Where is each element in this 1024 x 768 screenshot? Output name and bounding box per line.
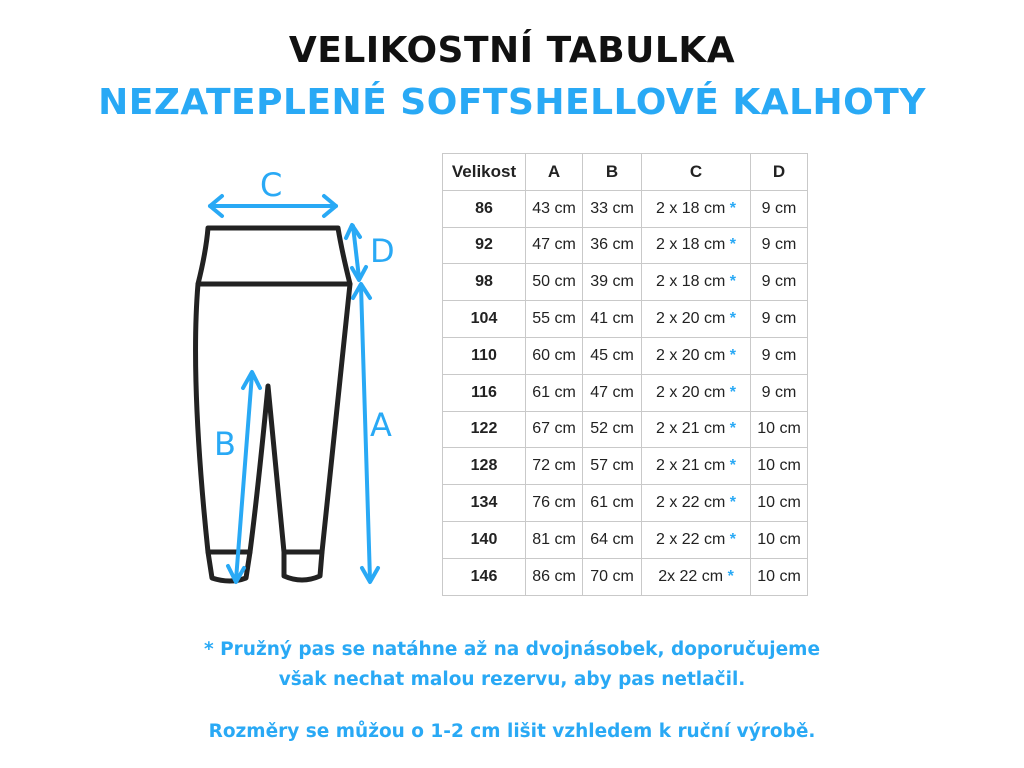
handmade-tolerance-note: Rozměry se můžou o 1-2 cm lišit vzhledem k ruční výrobě.	[208, 721, 816, 742]
size-cell-value: 122	[470, 420, 498, 438]
measure-a-cell-value: 55 cm	[532, 310, 576, 328]
size-cell	[443, 374, 526, 411]
measure-a-cell-value: 86 cm	[532, 567, 576, 585]
size-cell-value: 104	[470, 310, 498, 328]
legs-outline	[196, 284, 350, 552]
label-b: B	[214, 425, 236, 463]
size-cell-value: 92	[475, 236, 493, 254]
measure-d-cell-value: 10 cm	[757, 530, 801, 548]
size-cell	[443, 190, 526, 227]
measure-c-cell-value: 2x 22 cm	[658, 567, 724, 585]
measure-a-cell-value: 60 cm	[532, 346, 576, 364]
measure-d-cell	[751, 337, 808, 374]
size-cell	[443, 337, 526, 374]
measure-b-cell-value: 36 cm	[590, 236, 634, 254]
measure-b-cell-value: 52 cm	[590, 420, 634, 438]
measure-a-cell-value: 67 cm	[532, 420, 576, 438]
asterisk-icon: *	[729, 199, 737, 217]
measure-b-cell-value: 41 cm	[590, 310, 634, 328]
measure-b-cell-value: 61 cm	[590, 494, 634, 512]
measure-c-cell	[642, 301, 751, 338]
asterisk-icon: *	[729, 457, 737, 475]
measurement-arrows	[210, 196, 378, 582]
measure-a-cell	[526, 411, 583, 448]
measure-c-cell	[642, 337, 751, 374]
measure-d-cell-value: 9 cm	[761, 310, 797, 328]
measure-d-cell	[751, 485, 808, 522]
elastic-waist-note	[0, 635, 1024, 695]
measure-d-cell-value: 9 cm	[761, 236, 797, 254]
measure-d-cell-value: 10 cm	[757, 567, 801, 585]
measure-b-cell	[583, 521, 642, 558]
measure-b-cell-value: 47 cm	[590, 383, 634, 401]
measure-c-cell-value: 2 x 21 cm	[655, 420, 726, 438]
header-a: A	[526, 154, 583, 191]
measure-a-cell	[526, 448, 583, 485]
measure-b-cell	[583, 448, 642, 485]
table-row	[443, 374, 808, 411]
measure-c-cell	[642, 485, 751, 522]
table-row	[443, 264, 808, 301]
note-line-1: * Pružný pas se natáhne až na dvojnásobek, doporučujeme	[203, 639, 821, 660]
size-cell-value: 134	[470, 494, 498, 512]
measure-b-cell	[583, 227, 642, 264]
measure-d-cell	[751, 301, 808, 338]
measure-a-cell	[526, 301, 583, 338]
note-line-2: však nechat malou rezervu, aby pas netlačil.	[278, 669, 746, 690]
label-d: D	[370, 232, 395, 270]
measure-d-cell-value: 9 cm	[761, 383, 797, 401]
measure-c-cell-value: 2 x 18 cm	[655, 236, 726, 254]
label-a: A	[370, 406, 392, 444]
table-row	[443, 227, 808, 264]
measure-d-cell	[751, 190, 808, 227]
measure-c-cell-value: 2 x 18 cm	[655, 273, 726, 291]
measure-c-cell	[642, 448, 751, 485]
size-cell-value: 98	[475, 273, 493, 291]
measure-a-cell-value: 81 cm	[532, 530, 576, 548]
measure-b-cell-value: 64 cm	[590, 530, 634, 548]
size-cell	[443, 448, 526, 485]
measure-b-cell	[583, 558, 642, 595]
table-row	[443, 448, 808, 485]
size-cell-value: 116	[471, 383, 497, 401]
measure-d-cell-value: 10 cm	[757, 457, 801, 475]
measure-d-cell-value: 10 cm	[757, 420, 801, 438]
table-row	[443, 485, 808, 522]
measure-a-cell-value: 50 cm	[532, 273, 576, 291]
asterisk-icon: *	[729, 383, 737, 401]
measure-d-cell	[751, 374, 808, 411]
measure-b-cell-value: 39 cm	[590, 273, 634, 291]
measure-c-cell-value: 2 x 21 cm	[655, 457, 726, 475]
measure-d-cell	[751, 227, 808, 264]
header-b: B	[583, 154, 642, 191]
measure-b-cell-value: 57 cm	[590, 457, 634, 475]
measure-c-cell	[642, 521, 751, 558]
measure-a-cell-value: 76 cm	[532, 494, 576, 512]
right-cuff-outline	[284, 552, 322, 580]
measure-c-cell-value: 2 x 20 cm	[655, 383, 726, 401]
table-row	[443, 521, 808, 558]
asterisk-icon: *	[729, 273, 737, 291]
measure-b-cell	[583, 264, 642, 301]
waistband-outline	[198, 228, 350, 284]
measure-d-cell-value: 9 cm	[761, 273, 797, 291]
measure-b-cell	[583, 301, 642, 338]
measure-b-cell	[583, 190, 642, 227]
table-row	[443, 337, 808, 374]
measure-c-cell-value: 2 x 22 cm	[655, 494, 726, 512]
header-size: Velikost	[443, 154, 526, 191]
measure-b-cell	[583, 337, 642, 374]
table-row	[443, 411, 808, 448]
size-cell-value: 86	[475, 199, 493, 217]
measure-d-cell	[751, 411, 808, 448]
page-title: VELIKOSTNÍ TABULKA	[288, 30, 736, 71]
page-subtitle: NEZATEPLENÉ SOFTSHELLOVÉ KALHOTY	[98, 82, 926, 123]
measure-c-cell-value: 2 x 18 cm	[655, 199, 726, 217]
asterisk-icon: *	[729, 530, 737, 548]
measure-a-cell	[526, 227, 583, 264]
measure-d-cell-value: 9 cm	[761, 199, 797, 217]
asterisk-icon: *	[729, 420, 737, 438]
measure-c-cell	[642, 374, 751, 411]
pants-diagram	[180, 160, 420, 600]
size-cell	[443, 411, 526, 448]
measure-c-cell	[642, 558, 751, 595]
measure-a-cell	[526, 374, 583, 411]
size-cell-value: 128	[470, 457, 498, 475]
size-cell-value: 110	[471, 346, 497, 364]
measure-a-cell-value: 72 cm	[532, 457, 576, 475]
measure-a-cell	[526, 190, 583, 227]
measure-c-cell	[642, 227, 751, 264]
measure-a-cell	[526, 264, 583, 301]
header-d: D	[751, 154, 808, 191]
size-cell-value: 140	[470, 530, 498, 548]
measure-a-cell-value: 43 cm	[532, 199, 576, 217]
measure-a-cell	[526, 485, 583, 522]
measure-c-cell	[642, 190, 751, 227]
table-row	[443, 558, 808, 595]
measure-a-cell	[526, 521, 583, 558]
asterisk-icon: *	[729, 346, 737, 364]
measure-d-cell-value: 9 cm	[761, 346, 797, 364]
measure-b-cell	[583, 411, 642, 448]
size-cell	[443, 301, 526, 338]
measure-d-cell	[751, 558, 808, 595]
measure-c-cell-value: 2 x 20 cm	[655, 346, 726, 364]
measure-a-cell	[526, 337, 583, 374]
measure-a-cell-value: 61 cm	[532, 383, 576, 401]
measure-a-cell	[526, 558, 583, 595]
size-cell	[443, 227, 526, 264]
size-cell	[443, 264, 526, 301]
measure-d-cell	[751, 521, 808, 558]
table-row	[443, 190, 808, 227]
measure-c-cell-value: 2 x 22 cm	[655, 530, 726, 548]
measure-d-cell	[751, 264, 808, 301]
measure-d-cell-value: 10 cm	[757, 494, 801, 512]
measure-c-cell-value: 2 x 20 cm	[655, 310, 726, 328]
header-c: C	[642, 154, 751, 191]
measure-b-cell-value: 33 cm	[590, 199, 634, 217]
size-cell	[443, 485, 526, 522]
pants-outline	[196, 228, 350, 581]
measure-c-cell	[642, 264, 751, 301]
measure-c-cell	[642, 411, 751, 448]
measure-b-cell	[583, 374, 642, 411]
measure-b-cell-value: 70 cm	[590, 567, 634, 585]
asterisk-icon: *	[729, 236, 737, 254]
asterisk-icon: *	[727, 567, 734, 585]
measure-b-cell-value: 45 cm	[590, 346, 634, 364]
asterisk-icon: *	[729, 310, 737, 328]
size-cell-value: 146	[470, 567, 498, 585]
measure-b-cell	[583, 485, 642, 522]
table-row	[443, 301, 808, 338]
asterisk-icon: *	[729, 494, 737, 512]
table-header-row	[443, 154, 808, 191]
size-cell	[443, 521, 526, 558]
size-cell	[443, 558, 526, 595]
size-table	[442, 153, 808, 596]
measure-d-cell	[751, 448, 808, 485]
label-c: C	[260, 166, 283, 204]
measure-a-cell-value: 47 cm	[532, 236, 576, 254]
